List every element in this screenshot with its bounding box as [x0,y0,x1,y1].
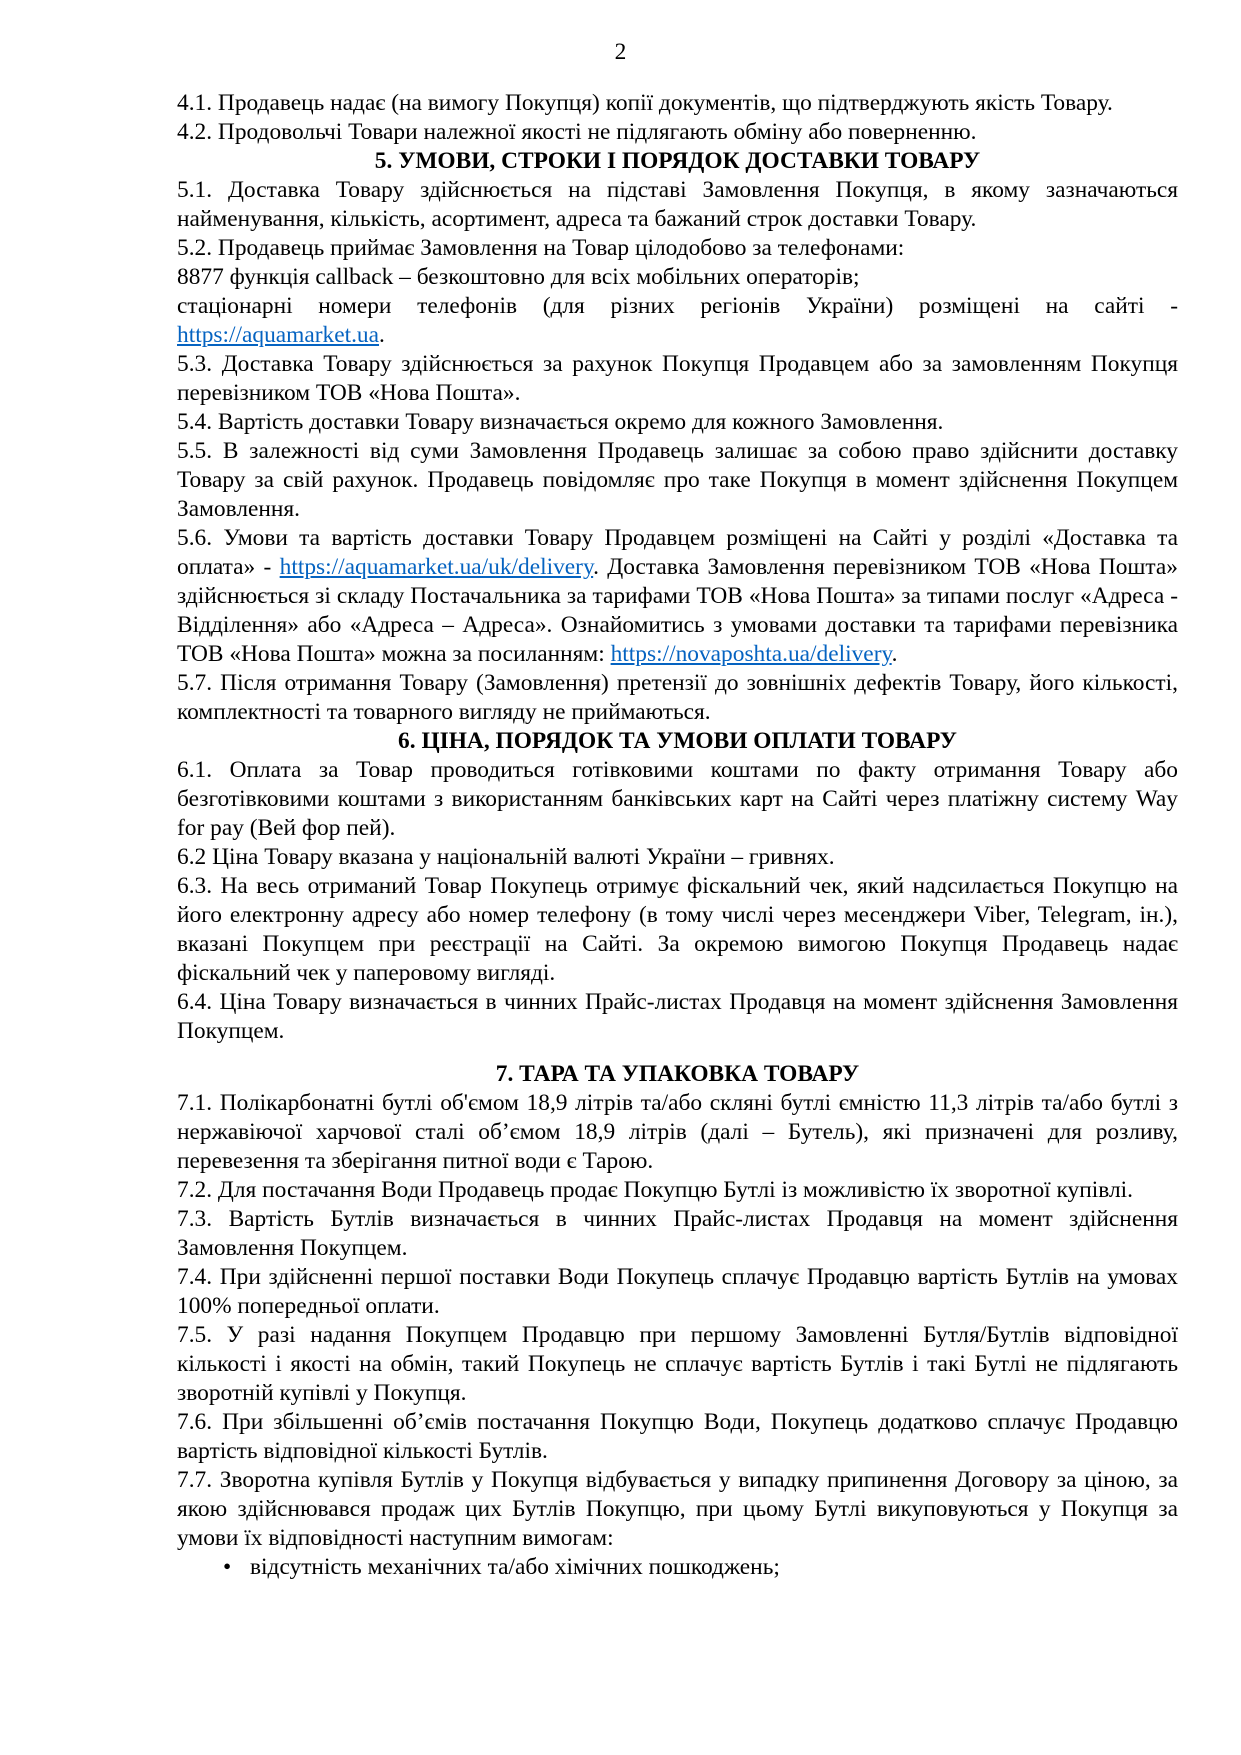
paragraph: 5.1. Доставка Товару здійснюється на підставі Замовлення Покупця, в якому зазначаються найменування, кількість, асортимент, адреса та бажаний строк доставки Товару. [177,177,1178,232]
paragraph: 7.3. Вартість Бутлів визначається в чинних Прайс-листах Продавця на момент здійснення Замовлення Покупцем. [177,1206,1178,1261]
paragraph: 6.4. Ціна Товару визначається в чинних Прайс-листах Продавця на момент здійснення Замовлення Покупцем. [177,989,1178,1044]
section-spacer [177,1046,1178,1060]
paragraph: 5.7. Після отримання Товару (Замовлення) претензії до зовнішніх дефектів Товару, його кількості, комплектності та товарного вигляду не приймаються. [177,670,1178,725]
paragraph: 6.1. Оплата за Товар проводиться готівковими коштами по факту отримання Товару або безготівковими коштами з використанням банківських карт на Сайті через платіжну систему Way for pay (Вей фор пей). [177,757,1178,841]
paragraph: 5.5. В залежності від суми Замовлення Продавець залишає за собою право здійснити доставку Товару за свій рахунок. Продавець повідомляє про таке Покупця в момент здійснення Покупцем Замовлення. [177,438,1178,522]
paragraph: 7.2. Для постачання Води Продавець продає Покупцю Бутлі із можливістю їх зворотної купівлі. [177,1177,1134,1203]
paragraph: 7.1. Полікарбонатні бутлі об'ємом 18,9 літрів та/або скляні бутлі ємністю 11,3 літрів та/або бутлі з нержавіючої харчової сталі об’ємом 18,9 літрів (далі – Бутель), які призначені для розливу, перевезення та зберігання питної води є Тарою. [177,1090,1178,1174]
paragraph: 4.2. Продовольчі Товари належної якості не підлягають обміну або поверненню. [177,119,977,145]
paragraph: 5.6. Умови та вартість доставки Товару Продавцем розміщені на Сайті у розділі «Доставка та оплата» - https://aquamarket.ua/uk/delivery. Доставка Замовлення перевізником ТОВ «Нова Пошта» здійснюється зі складу Постачальника за тарифами ТОВ «Нова Пошта» за типами послуг «Адреса - Відділення» або «Адреса – Адреса». Ознайомитись з умовами доставки та тарифами перевізника ТОВ «Нова Пошта» можна за посиланням: https://novaposhta.ua/delivery. [177,525,1178,667]
paragraph: 6.2 Ціна Товару вказана у національній валюті України – гривнях. [177,844,835,870]
paragraph: 5.3. Доставка Товару здійснюється за рахунок Покупця Продавцем або за замовленням Покупця перевізником ТОВ «Нова Пошта». [177,351,1178,406]
paragraph: 4.1. Продавець надає (на вимогу Покупця) копії документів, що підтверджують якість Товару. [177,90,1113,116]
url-link[interactable]: https://aquamarket.ua [177,322,380,348]
page-number: 2 [614,39,627,65]
section-heading: 7. ТАРА ТА УПАКОВКА ТОВАРУ [495,1061,860,1087]
paragraph: стаціонарні номери телефонів (для різних регіонів України) розміщені на сайті - https://aquamarket.ua. [177,293,1178,348]
paragraph: 7.4. При здійсненні першої поставки Води Покупець сплачує Продавцю вартість Бутлів на умовах 100% попередньої оплати. [177,1264,1178,1319]
paragraph: 8877 функція callback – безкоштовно для всіх мобільних операторів; [177,264,860,290]
section-heading: 6. ЦІНА, ПОРЯДОК ТА УМОВИ ОПЛАТИ ТОВАРУ [398,728,957,754]
url-link[interactable]: https://aquamarket.ua/uk/delivery [279,554,594,580]
section-heading: 5. УМОВИ, СТРОКИ І ПОРЯДОК ДОСТАВКИ ТОВАРУ [374,148,981,174]
paragraph: 7.6. При збільшенні об’ємів постачання Покупцю Води, Покупець додатково сплачує Продавцю вартість відповідної кількості Бутлів. [177,1409,1178,1464]
bullet-icon: • [223,1554,232,1580]
paragraph: 7.7. Зворотна купівля Бутлів у Покупця відбувається у випадку припинення Договору за ціною, за якою здійснювався продаж цих Бутлів Покупцю, при цьому Бутлі викуповуються у Покупця за умови їх відповідності наступним вимогам: [177,1467,1178,1551]
paragraph: 5.4. Вартість доставки Товару визначається окремо для кожного Замовлення. [177,409,944,435]
paragraph: 7.5. У разі надання Покупцем Продавцю при першому Замовленні Бутля/Бутлів відповідної кількості і якості на обмін, такий Покупець не сплачує вартість Бутлів і такі Бутлі не підлягають зворотній купівлі у Покупця. [177,1322,1178,1406]
url-link[interactable]: https://novaposhta.ua/delivery [610,641,892,667]
paragraph: 6.3. На весь отриманий Товар Покупець отримує фіскальний чек, який надсилається Покупцю на його електронну адресу або номер телефону (в тому числі через месенджери Viber, Telegram, ін.), вказані Покупцем при реєстрації на Сайті. За окремою вимогою Покупця Продавець надає фіскальний чек у паперовому вигляді. [177,873,1178,986]
document-body [177,89,1178,1582]
bullet-list-item [177,1553,1178,1582]
paragraph: 5.2. Продавець приймає Замовлення на Товар цілодобово за телефонами: [177,235,905,261]
bullet-text: відсутність механічних та/або хімічних пошкоджень; [250,1554,780,1580]
